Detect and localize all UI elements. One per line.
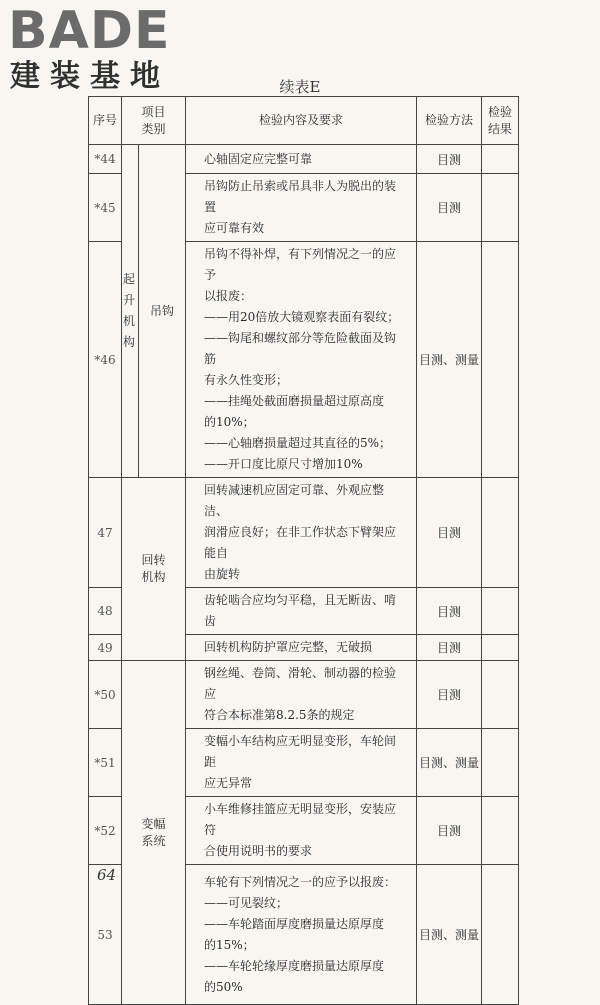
row-number: 47 [89,478,122,588]
header-result-line: 检验 [487,104,512,119]
content-line: 齿轮啮合应均匀平稳，且无断齿、啃齿 [204,593,397,628]
row-content [186,478,417,588]
row-result [482,729,519,797]
content-line: 回转减速机应固定可靠、外观应整洁、 [204,483,385,518]
content-line: 以报废： [204,289,253,303]
row-number: 49 [89,635,122,661]
content-line: ——车轮轮缘厚度磨损量达原厚度 [204,958,385,973]
row-method: 目测 [417,145,482,174]
row-result [482,174,519,242]
row-number: *46 [89,242,122,478]
content-line: 润滑应良好；在非工作状态下臂架应能自 [204,525,397,560]
header-row [89,97,519,145]
header-number: 序号 [89,97,122,145]
content-line: 吊钩防止吊索或吊具非人为脱出的装置 [204,179,397,214]
content-line: 车轮有下列情况之一的应予以报废： [204,874,397,889]
category-lifting-mechanism [122,145,139,478]
content-line: 小车维修挂篮应无明显变形，安装应符 [204,802,397,837]
row-result [482,478,519,588]
row-number: *51 [89,729,122,797]
page-number: 64 [97,866,117,884]
content-line: ——钩尾和螺纹部分等危险截面及钩筋 [204,331,397,366]
content-line: ——可见裂纹； [204,895,289,910]
row-method: 目测 [417,797,482,865]
category-luffing-line: 系统 [141,833,166,848]
category-slewing-line: 机构 [141,570,166,584]
content-line: ——用20倍放大镜观察表面有裂纹； [204,310,400,324]
row-number: 53 [89,865,122,1005]
row-result [482,635,519,661]
row-result [482,242,519,478]
row-method: 目测、测量 [417,729,482,797]
row-content [186,635,417,661]
header-category-line: 项目 [141,104,166,119]
row-number: *45 [89,174,122,242]
content-line: 心轴固定应完整可靠 [204,151,313,166]
row-result [482,588,519,635]
header-result [482,97,519,145]
row-method: 目测、测量 [417,865,482,1005]
table-row [89,661,519,729]
content-line: ——挂绳处截面磨损量超过原高度 [204,394,385,408]
content-line: 应无异常 [204,776,253,790]
row-method: 目测、测量 [417,242,482,478]
content-line: 钢丝绳、卷筒、滑轮、制动器的检验应 [204,666,397,701]
row-method: 目测 [417,478,482,588]
content-line: 合使用说明书的要求 [204,844,313,858]
logo-latin-text: BADE [8,1,171,61]
row-result [482,865,519,1005]
header-category [122,97,186,145]
content-line: ——心轴磨损量超过其直径的5%； [204,436,392,450]
category-luffing-line: 变幅 [141,816,166,831]
row-content [186,174,417,242]
row-number: *50 [89,661,122,729]
row-content [186,729,417,797]
table-row [89,478,519,588]
category-slewing-mechanism [122,478,186,661]
content-line: 回转机构防护罩应完整，无破损 [204,640,373,654]
row-number: *52 [89,797,122,865]
row-content [186,865,417,1005]
content-line: ——车轮踏面厚度磨损量达原厚度 [204,916,385,931]
header-content: 检验内容及要求 [186,97,417,145]
row-result [482,797,519,865]
header-method: 检验方法 [417,97,482,145]
row-number: *44 [89,145,122,174]
content-line: 吊钩不得补焊，有下列情况之一的应予 [204,247,397,282]
category-luffing-system [122,661,186,1005]
content-line: 有永久性变形； [204,373,289,387]
content-line: 符合本标准第8.2.5条的规定 [204,708,355,722]
row-content [186,661,417,729]
row-method: 目测 [417,588,482,635]
content-line: 变幅小车结构应无明显变形，车轮间距 [204,734,397,769]
row-content [186,797,417,865]
category-lifting-text: 起升机构 [122,272,135,349]
row-content [186,145,417,174]
logo-chinese-text: 建装基地 [10,59,170,94]
content-line: ——开口度比原尺寸增加10% [204,457,363,471]
row-number: 48 [89,588,122,635]
row-content [186,242,417,478]
row-method: 目测 [417,174,482,242]
table-title: 续表E [279,78,321,96]
category-hook: 吊钩 [139,145,186,478]
content-line: 的10%； [204,415,255,429]
row-result [482,145,519,174]
row-method: 目测 [417,635,482,661]
header-category-line: 类别 [141,121,166,136]
content-line: 应可靠有效 [204,221,265,235]
row-result [482,661,519,729]
inspection-table [88,96,519,1005]
header-result-line: 结果 [487,121,512,136]
table-row [89,145,519,174]
row-content [186,588,417,635]
content-line: 由旋转 [204,567,241,581]
category-slewing-line: 回转 [141,553,166,567]
row-method: 目测 [417,661,482,729]
content-line: 的15%； [204,937,255,952]
content-line: 的50% [204,979,243,994]
